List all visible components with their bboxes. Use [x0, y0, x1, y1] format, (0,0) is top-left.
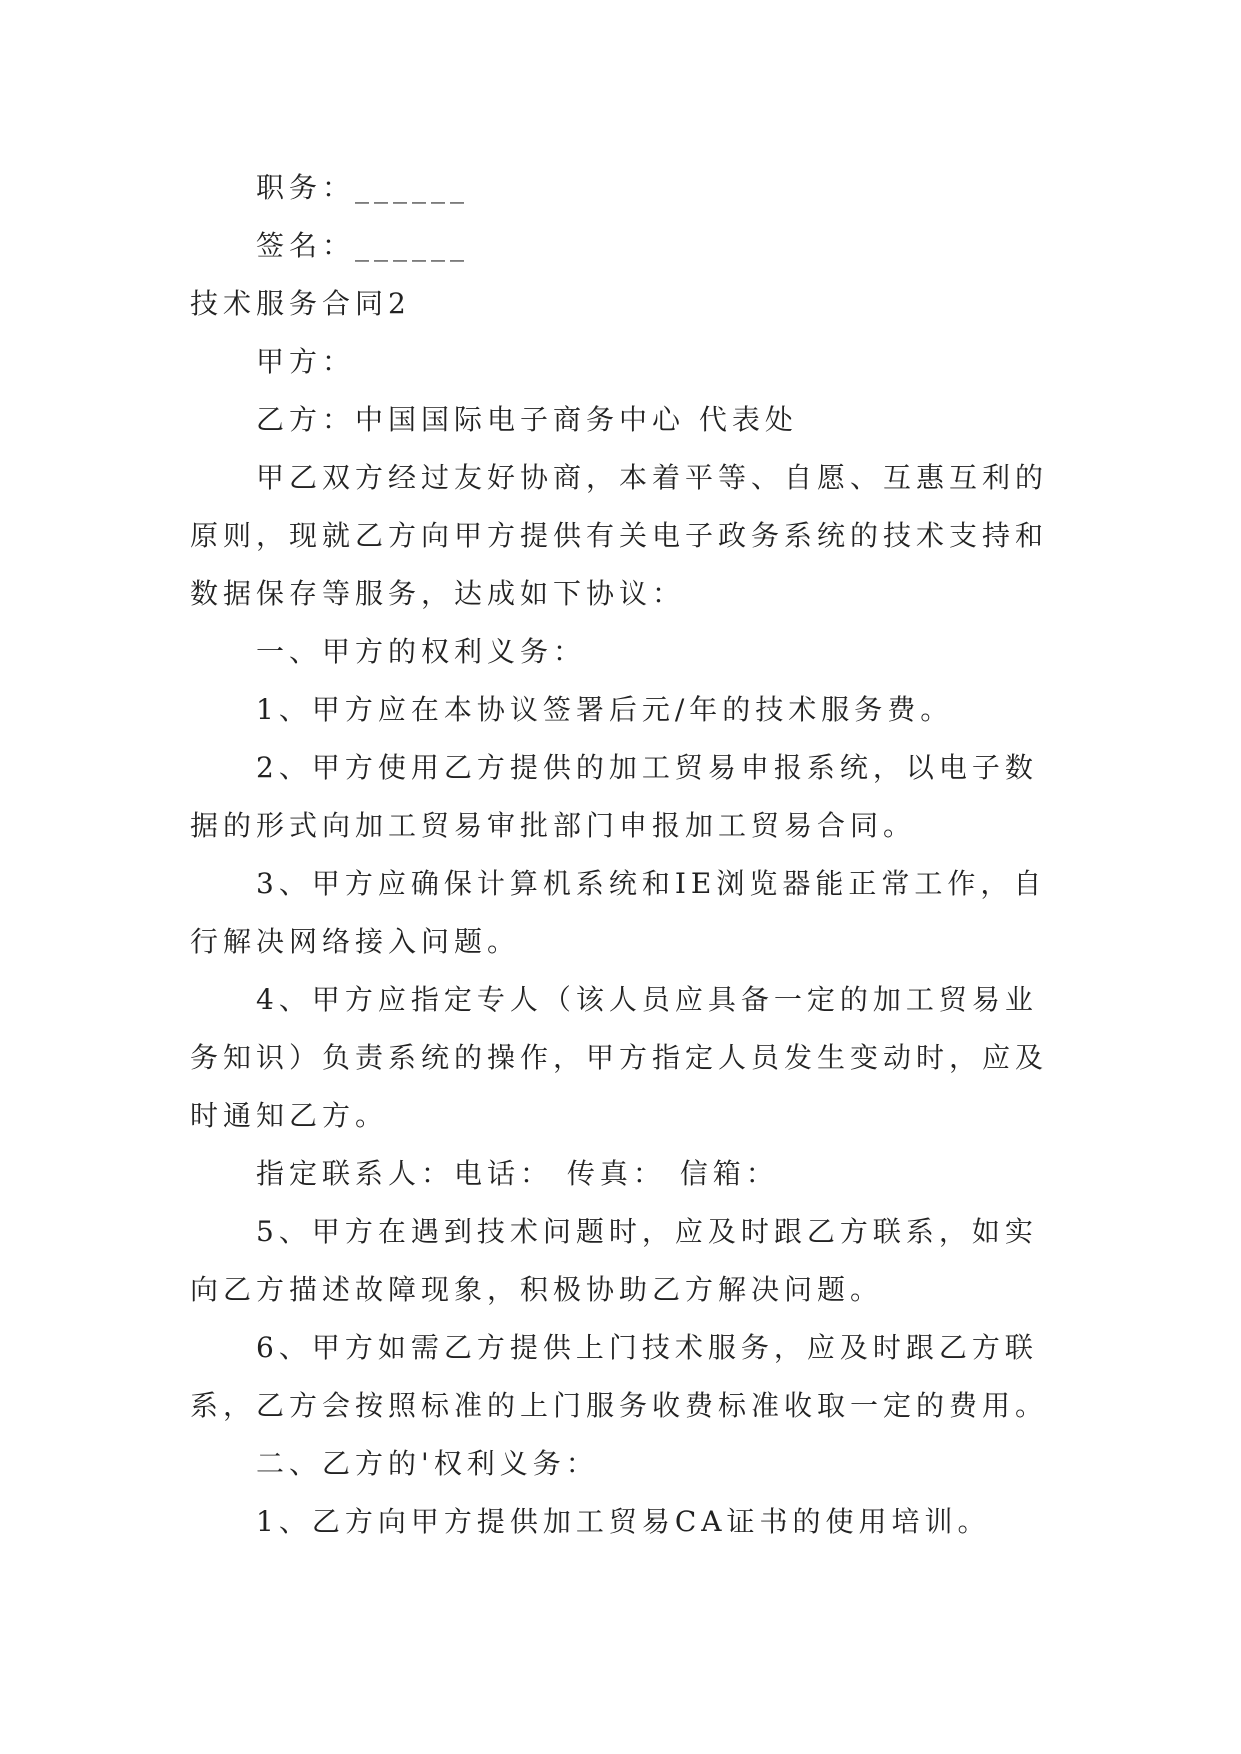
clause-a-3: [190, 855, 1060, 971]
preamble-line: 数据保存等服务，达成如下协议：: [190, 577, 686, 610]
clause-line: 时通知乙方。: [190, 1099, 389, 1132]
clause-a-5: [190, 1203, 1060, 1319]
signature-position-line: 职务：______: [256, 171, 470, 204]
party-a: 甲方：: [256, 345, 356, 378]
clause-a-6: [190, 1319, 1060, 1435]
clause-line: 1、乙方向甲方提供加工贸易CA证书的使用培训。: [256, 1505, 991, 1538]
clause-line: 3、甲方应确保计算机系统和IE浏览器能正常工作，自: [256, 867, 1047, 900]
clause-line: 务知识）负责系统的操作，甲方指定人员发生变动时，应及: [190, 1041, 1049, 1074]
signature-name-line: 签名：______: [256, 229, 470, 262]
clause-line: 据的形式向加工贸易审批部门申报加工贸易合同。: [190, 809, 917, 842]
clause-line: 5、甲方在遇到技术问题时，应及时跟乙方联系，如实: [256, 1215, 1038, 1248]
contact-line: 指定联系人：电话： 传真： 信箱：: [256, 1157, 779, 1190]
contract-title: 技术服务合同2: [190, 287, 411, 320]
clause-line: 2、甲方使用乙方提供的加工贸易申报系统，以电子数: [256, 751, 1038, 784]
section-1-heading: 一、甲方的权利义务：: [256, 635, 587, 668]
clause-line: 1、甲方应在本协议签署后元/年的技术服务费。: [256, 693, 954, 726]
document-body: [190, 159, 1060, 1551]
clause-line: 行解决网络接入问题。: [190, 925, 521, 958]
section-2-heading: 二、乙方的'权利义务：: [256, 1447, 599, 1480]
preamble-line: 原则，现就乙方向甲方提供有关电子政务系统的技术支持和: [190, 519, 1049, 552]
clause-a-2: [190, 739, 1060, 855]
party-b: 乙方：中国国际电子商务中心 代表处: [256, 403, 798, 436]
preamble-paragraph: [190, 449, 1060, 623]
clause-a-1: [190, 681, 1060, 739]
clause-b-1: [190, 1493, 1060, 1551]
clause-a-4: [190, 971, 1060, 1145]
clause-line: 系，乙方会按照标准的上门服务收费标准收取一定的费用。: [190, 1389, 1049, 1422]
clause-line: 6、甲方如需乙方提供上门技术服务，应及时跟乙方联: [256, 1331, 1038, 1364]
clause-line: 向乙方描述故障现象，积极协助乙方解决问题。: [190, 1273, 884, 1306]
preamble-line: 甲乙双方经过友好协商，本着平等、自愿、互惠互利的: [256, 461, 1049, 494]
clause-line: 4、甲方应指定专人（该人员应具备一定的加工贸易业: [256, 983, 1038, 1016]
